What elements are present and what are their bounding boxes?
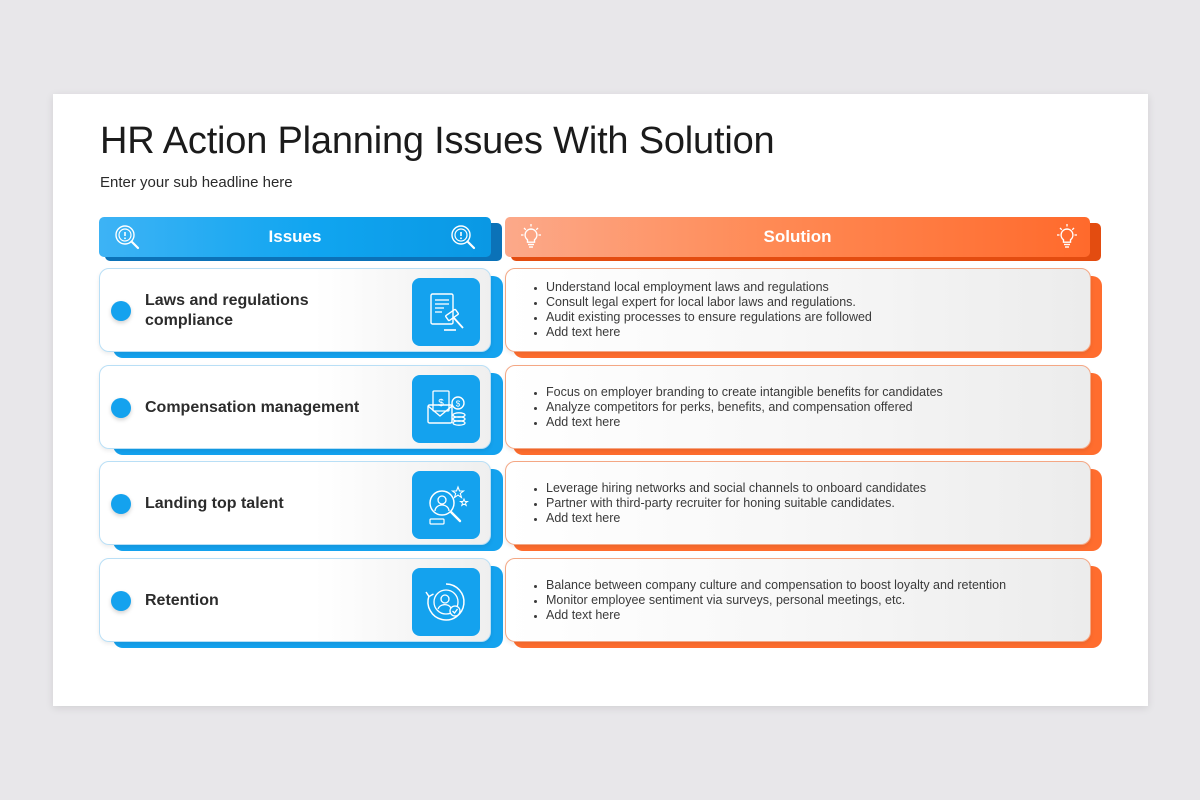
issue-row	[99, 365, 503, 455]
issue-row	[99, 461, 503, 551]
solution-list	[506, 385, 943, 430]
search-info-icon	[449, 223, 477, 251]
salary-envelope-coins-icon	[412, 375, 480, 443]
solution-item: • Add text here	[546, 608, 1006, 623]
solution-list	[506, 481, 926, 526]
solution-item: • Audit existing processes to ensure regulations are followed	[546, 310, 872, 325]
solution-item: • Balance between company culture and compensation to boost loyalty and retention	[546, 578, 1006, 593]
issue-label: Laws and regulations compliance	[145, 292, 309, 329]
solution-item: • Analyze competitors for perks, benefits, and compensation offered	[546, 400, 943, 415]
svg-text:$: $	[438, 398, 444, 409]
solution-item: • Add text here	[546, 325, 872, 340]
issue-row	[99, 558, 503, 648]
issue-card	[99, 558, 491, 642]
solution-item: • Add text here	[546, 511, 926, 526]
solution-card	[505, 268, 1091, 352]
solution-header	[505, 217, 1101, 261]
legal-document-gavel-icon	[412, 278, 480, 346]
slide-title: HR Action Planning Issues With Solution	[100, 120, 775, 162]
svg-text:$: $	[455, 399, 461, 409]
solution-row	[505, 461, 1102, 551]
solution-item: • Consult legal expert for local labor laws and regulations.	[546, 295, 872, 310]
solution-row	[505, 268, 1102, 358]
slide-subtitle: Enter your sub headline here	[100, 174, 293, 191]
issue-card	[99, 461, 491, 545]
solution-item: • Leverage hiring networks and social channels to onboard candidates	[546, 481, 926, 496]
talent-search-star-icon	[412, 471, 480, 539]
lightbulb-icon	[517, 223, 545, 251]
solution-header-label: Solution	[763, 227, 832, 246]
solution-item: • Focus on employer branding to create intangible benefits for candidates	[546, 385, 943, 400]
issue-row	[99, 268, 503, 358]
solution-list	[506, 280, 872, 340]
issue-card	[99, 268, 491, 352]
issue-label: Retention	[145, 592, 219, 609]
slide	[53, 94, 1148, 706]
issues-header-label: Issues	[268, 227, 322, 246]
solution-header-bar	[505, 217, 1090, 257]
bullet-dot	[111, 301, 131, 321]
solution-row	[505, 365, 1102, 455]
bullet-dot	[111, 398, 131, 418]
lightbulb-icon	[1053, 223, 1081, 251]
issues-header-bar	[99, 217, 491, 257]
bullet-dot	[111, 494, 131, 514]
solution-item: • Partner with third-party recruiter for honing suitable candidates.	[546, 496, 926, 511]
employee-retention-cycle-icon	[412, 568, 480, 636]
issue-label: Compensation management	[145, 399, 360, 416]
issues-header	[99, 217, 502, 261]
issue-label: Landing top talent	[145, 495, 284, 512]
search-info-icon	[113, 223, 141, 251]
issue-card	[99, 365, 491, 449]
solution-item: • Add text here	[546, 415, 943, 430]
solution-list	[506, 578, 1006, 623]
solution-card	[505, 461, 1091, 545]
solution-item: • Understand local employment laws and regulations	[546, 280, 872, 295]
bullet-dot	[111, 591, 131, 611]
solution-card	[505, 365, 1091, 449]
solution-row	[505, 558, 1102, 648]
solution-item: • Monitor employee sentiment via surveys, personal meetings, etc.	[546, 593, 1006, 608]
solution-card	[505, 558, 1091, 642]
